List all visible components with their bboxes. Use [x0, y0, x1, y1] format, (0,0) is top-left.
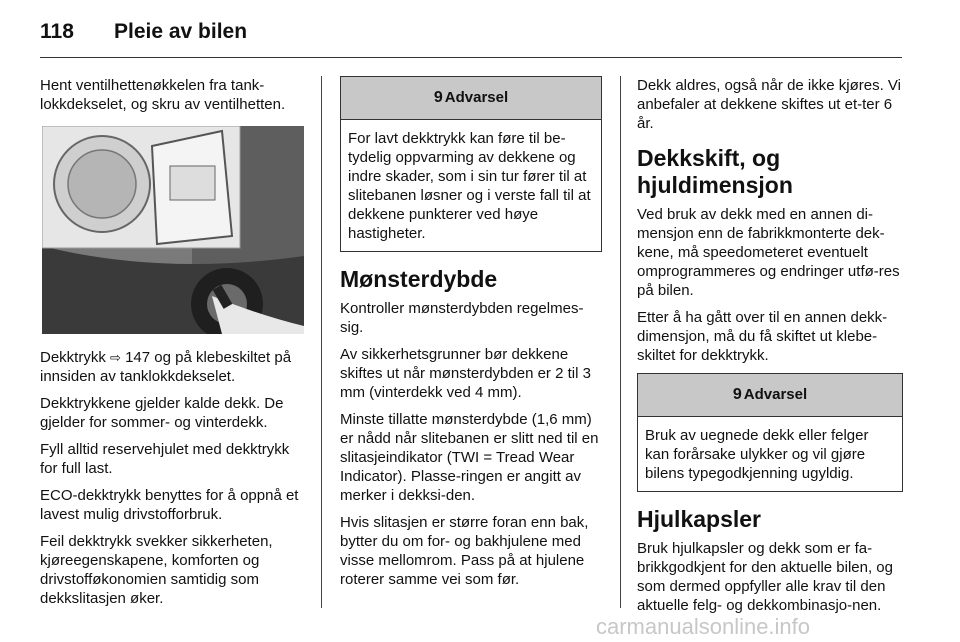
watermark: carmanualsonline.info — [596, 614, 811, 639]
warning-triangle-icon: 9 — [433, 89, 443, 106]
column-right — [637, 76, 903, 623]
reference-arrow-icon: ⇨ — [110, 350, 121, 365]
column-divider — [620, 76, 621, 608]
paragraph: Ved bruk av dekk med en annen di-mensjon enn de fabrikkmonterte dek-kene, må speedometeret eventuelt omprogrammeres og endringer utfø-res på bilen. — [637, 206, 900, 299]
section-heading: Mønsterdybde — [340, 266, 498, 292]
section-heading: Dekkskift, og hjuldimensjon — [637, 145, 793, 198]
header-rule — [40, 57, 902, 58]
page-header — [40, 20, 247, 44]
warning-header — [341, 77, 601, 120]
paragraph: Dekktrykkene gjelder kalde dekk. De gjelder for sommer- og vinterdekk. — [40, 395, 284, 431]
warning-text: For lavt dekktrykk kan føre til be-tydelig oppvarming av dekkene og indre skader, som i sin tur fører til at slitebanen løsner og i verste fall til at dekkene punkterer ved høye hastigheter. — [348, 130, 591, 242]
paragraph: ECO-dekktrykk benyttes for å oppnå et lavest mulig drivstofforbruk. — [40, 487, 299, 523]
paragraph: Kontroller mønsterdybden regelmes-sig. — [340, 300, 584, 336]
paragraph: Etter å ha gått over til en annen dekk-dimensjon, må du få skiftet ut klebe-skiltet for dekktrykk. — [637, 309, 888, 364]
warning-triangle-icon: 9 — [732, 386, 742, 403]
warning-title: Advarsel — [743, 386, 808, 403]
paragraph: Fyll alltid reservehjulet med dekktrykk for full last. — [40, 441, 290, 477]
warning-header — [638, 374, 902, 417]
page-number: 118 — [40, 20, 74, 43]
intro-paragraph: Hent ventilhettenøkkelen fra tank-lokkdekselet, og skru av ventilhetten. — [40, 77, 286, 113]
warning-title: Advarsel — [444, 89, 509, 106]
paragraph: Av sikkerhetsgrunner bør dekkene skiftes ut når mønsterdybden er 2 til 3 mm (vinterdekk ved 4 mm). — [340, 346, 591, 401]
tank-flap-valve-illustration — [42, 126, 304, 334]
paragraph: Hvis slitasjen er større foran enn bak, bytter du om for- og bakhjulene med visse mellomrom. Pass på at hjulene roterer samme vei som før. — [340, 514, 589, 588]
column-divider — [321, 76, 322, 608]
warning-text: Bruk av uegnede dekk eller felger kan forårsake ulykker og vil gjøre bilens typegodkjenning ugyldig. — [645, 427, 869, 482]
paragraph: Feil dekktrykk svekker sikkerheten, kjøreegenskapene, komforten og drivstofføkonomien samtidig som dekkslitasjen øker. — [40, 533, 273, 607]
warning-box — [637, 373, 903, 492]
paragraph: Bruk hjulkapsler og dekk som er fa-brikkgodkjent for den aktuelle bilen, og som dermed oppfyller alle krav til den aktuelle felg- og dekkombinasjo-nen. — [637, 540, 893, 614]
column-left — [40, 76, 308, 616]
paragraph: Dekk aldres, også når de ikke kjøres. Vi anbefaler at dekkene skiftes ut et-ter 6 år. — [637, 77, 902, 132]
column-middle — [340, 76, 602, 597]
page-title: Pleie av bilen — [114, 20, 248, 43]
section-heading: Hjulkapsler — [637, 506, 761, 532]
warning-box — [340, 76, 602, 252]
paragraph: Minste tillatte mønsterdybde (1,6 mm) er nådd når slitebanen er slitt ned til en slitasjeindikator (TWI = Tread Wear Indicator). Plasse-ringen er angitt av merker i dekksi-den. — [340, 411, 599, 504]
pressure-reference: Dekktrykk ⇨ 147 og på klebeskiltet på innsiden av tanklokkdekselet. — [40, 349, 292, 385]
